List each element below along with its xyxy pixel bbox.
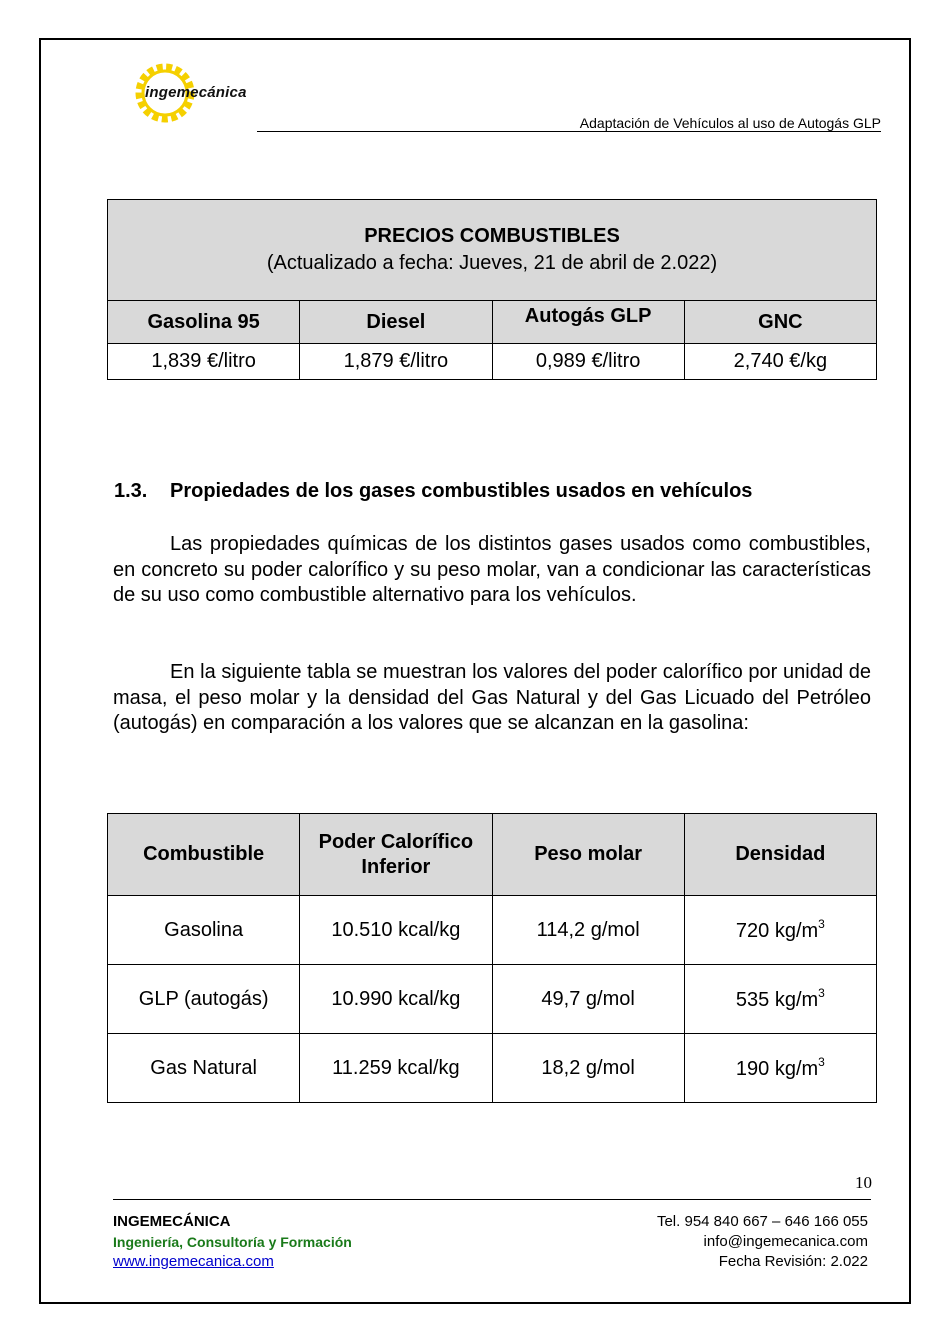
page-number: 10 [855, 1173, 872, 1192]
gas-properties-table [107, 813, 877, 1103]
company-logo [130, 58, 270, 128]
footer-left [113, 1212, 352, 1272]
paragraph-text: Las propiedades químicas de los distintos gases usados como combustibles, en concreto su poder calorífico y su peso molar, van a condicionar las características de su uso como combustible alternativo para los vehículos. [113, 533, 871, 606]
density-value: 535 kg/m [735, 989, 819, 1011]
column-header: Densidad [684, 814, 876, 896]
fuel-cell: Gas Natural [108, 1034, 300, 1103]
paragraph-text: En la siguiente tabla se muestran los valores del poder calorífico por unidad de masa, el peso molar y la densidad del Gas Natural y del Gas Licuado del Petróleo (autogás) en comparación a los valores que se alcanzan en la gasolina: [113, 661, 871, 734]
density-exponent: 3 [818, 986, 825, 1000]
column-header: Combustible [108, 814, 300, 896]
paragraph [113, 532, 871, 609]
prices-title: PRECIOS COMBUSTIBLES [364, 225, 620, 247]
heat-cell: 10.990 kcal/kg [300, 965, 492, 1034]
prices-value-row [108, 344, 877, 380]
section-heading [114, 480, 752, 503]
price-cell: 0,989 €/litro [492, 344, 684, 380]
table-row [108, 965, 877, 1034]
document-title: Adaptación de Vehículos al uso de Autogás GLP [579, 115, 881, 131]
column-header: GNC [684, 301, 876, 344]
footer-tagline: Ingeniería, Consultoría y Formación [113, 1234, 352, 1250]
footer-right [657, 1212, 868, 1272]
column-header: Diesel [300, 301, 492, 344]
footer-divider [113, 1199, 871, 1200]
price-cell: 1,839 €/litro [108, 344, 300, 380]
molar-cell: 18,2 g/mol [492, 1034, 684, 1103]
prices-title-cell [108, 200, 877, 301]
fuel-cell: GLP (autogás) [108, 965, 300, 1034]
fuel-prices-table [107, 199, 877, 380]
density-cell [684, 1034, 876, 1103]
table-row [108, 896, 877, 965]
column-header: Gasolina 95 [108, 301, 300, 344]
footer-phone: Tel. 954 840 667 – 646 166 055 [656, 1213, 868, 1230]
column-header: Peso molar [492, 814, 684, 896]
footer-company: INGEMECÁNICA [113, 1213, 231, 1230]
molar-cell: 114,2 g/mol [492, 896, 684, 965]
prices-header-row [108, 301, 877, 344]
paragraph [113, 660, 871, 737]
density-cell [684, 965, 876, 1034]
density-value: 720 kg/m [735, 920, 819, 942]
column-header: Autogás GLP [492, 301, 684, 344]
density-cell [684, 896, 876, 965]
heat-cell: 11.259 kcal/kg [300, 1034, 492, 1103]
prices-subtitle: (Actualizado a fecha: Jueves, 21 de abril de 2.022) [266, 252, 718, 274]
website-link[interactable]: www.ingemecanica.com [113, 1253, 274, 1270]
price-cell: 2,740 €/kg [684, 344, 876, 380]
header-divider [257, 131, 881, 132]
footer-revision: Fecha Revisión: 2.022 [718, 1253, 868, 1270]
molar-cell: 49,7 g/mol [492, 965, 684, 1034]
density-exponent: 3 [818, 1055, 825, 1069]
density-exponent: 3 [818, 917, 825, 931]
column-header: Poder Calorífico Inferior [300, 814, 492, 896]
heat-cell: 10.510 kcal/kg [300, 896, 492, 965]
table-row [108, 1034, 877, 1103]
density-value: 190 kg/m [735, 1058, 819, 1080]
section-number: 1.3. [114, 480, 148, 502]
fuel-cell: Gasolina [108, 896, 300, 965]
price-cell: 1,879 €/litro [300, 344, 492, 380]
section-title: Propiedades de los gases combustibles usados en vehículos [170, 480, 753, 502]
footer-email: info@ingemecanica.com [703, 1233, 868, 1250]
properties-header-row [108, 814, 877, 896]
logo-text: ingemecánica [145, 84, 247, 101]
